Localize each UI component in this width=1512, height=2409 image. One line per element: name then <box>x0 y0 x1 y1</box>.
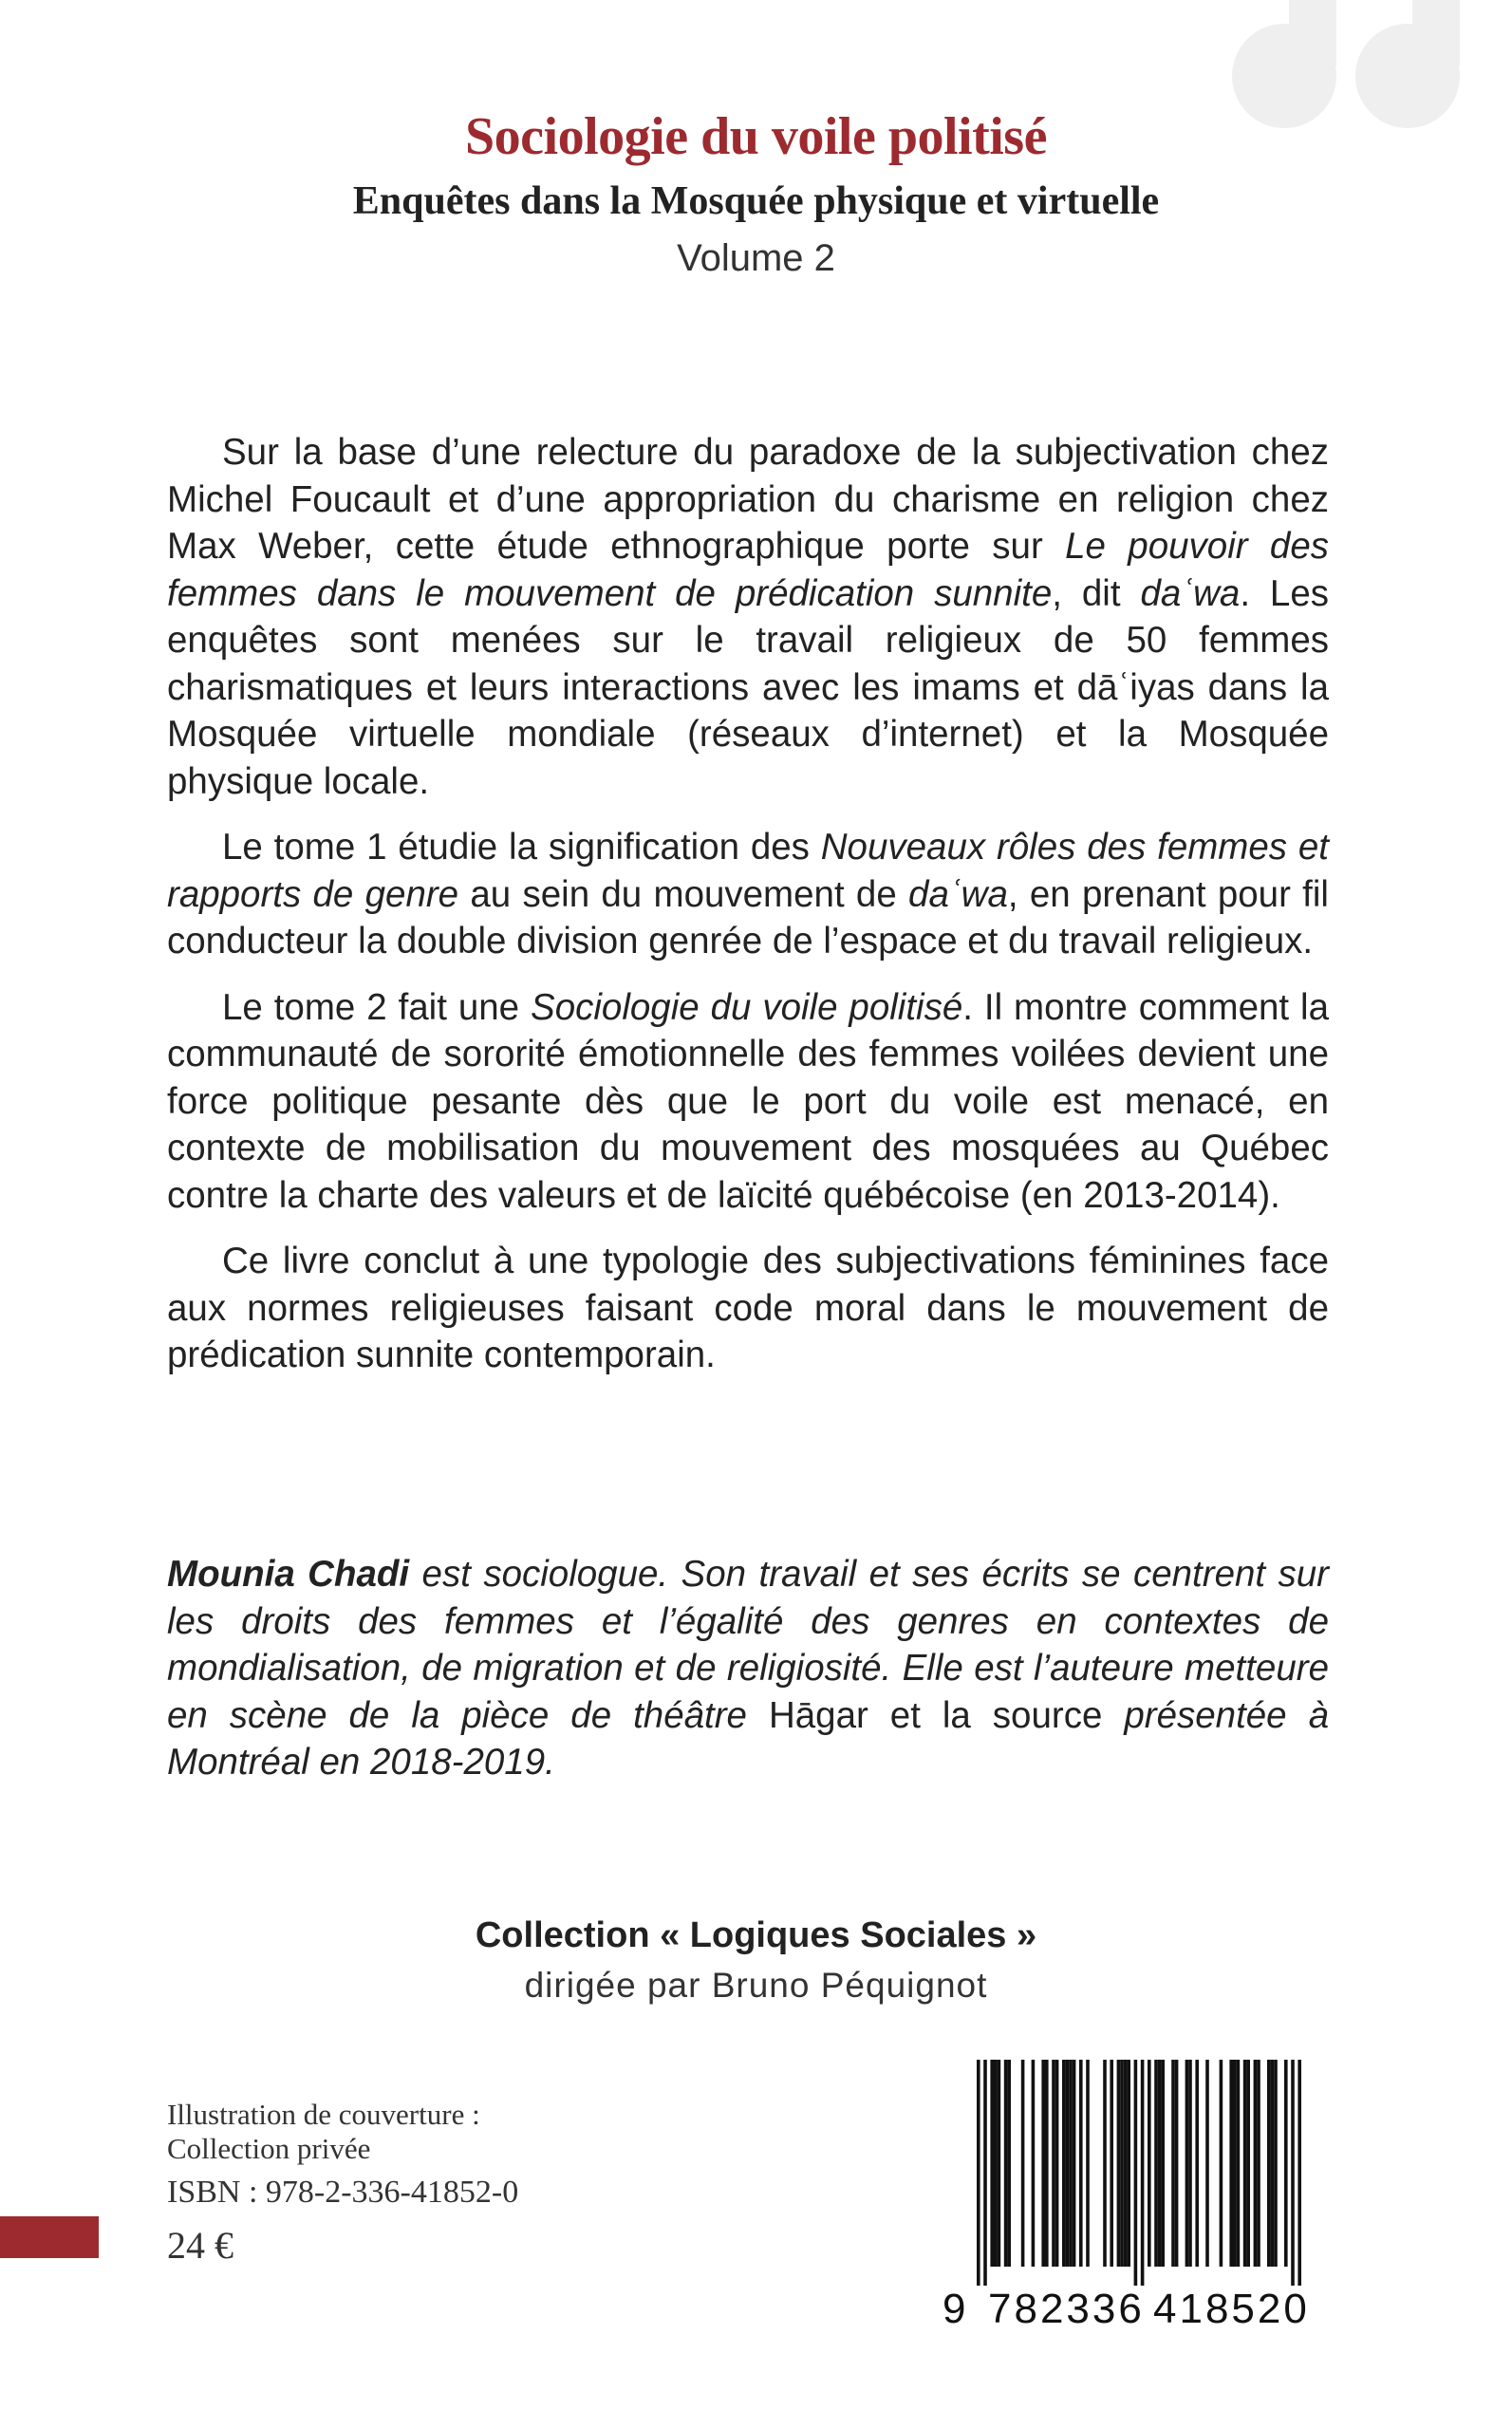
barcode-bar <box>1062 2060 1066 2267</box>
barcode-bar <box>1127 2060 1130 2267</box>
barcode <box>933 2060 1335 2335</box>
collection-info <box>0 1915 1512 2006</box>
barcode-bar <box>1073 2060 1076 2267</box>
barcode-bar <box>1267 2060 1271 2267</box>
text-run: Sur la base d’une relecture du paradoxe de la subjectivation chez Michel Foucault et d’une appropriation du charisme en religion chez Max Weber, cette étude ethnographique porte sur <box>167 432 1329 567</box>
text-run: présentée à Montréal en 2018-2019. <box>167 1694 1329 1783</box>
barcode-bar <box>1237 2060 1241 2267</box>
barcode-bar <box>1117 2060 1121 2267</box>
barcode-bar <box>1257 2060 1260 2267</box>
italic-run: daʿwa <box>1140 572 1241 614</box>
barcode-bar <box>1124 2060 1128 2267</box>
italic-run: Nouveaux rôles des femmes et rapports de genre <box>167 827 1329 915</box>
barcode-bar <box>1254 2060 1258 2267</box>
text-run: . Les enquêtes sont menées sur le travail religieux de 50 femmes charismatiques et leurs interactions avec les imams et dāʿiyas dans la Mosquée virtuelle mondiale (réseaux d’internet) et la Mosquée physique locale. <box>167 572 1329 802</box>
barcode-bar <box>977 2060 980 2286</box>
barcode-bar <box>1086 2060 1090 2267</box>
text-run: au sein du mouvement de <box>458 873 909 915</box>
text-run: , dit <box>1052 572 1141 614</box>
italic-run: daʿwa <box>908 873 1008 915</box>
barcode-bar <box>1055 2060 1059 2267</box>
barcode-bars <box>933 2060 1335 2288</box>
barcode-bar <box>994 2060 998 2267</box>
volume-label: Volume 2 <box>677 237 835 279</box>
book-subtitle: Enquêtes dans la Mosquée physique et virtuelle <box>352 179 1160 223</box>
barcode-bar <box>1291 2060 1295 2286</box>
barcode-bar <box>1134 2060 1138 2286</box>
barcode-bar <box>1148 2060 1151 2267</box>
italic-run: Sociologie du voile politisé <box>531 986 963 1028</box>
barcode-bar <box>1158 2060 1162 2267</box>
summary-text <box>167 429 1329 1398</box>
barcode-bar <box>1233 2060 1237 2267</box>
barcode-bar <box>1229 2060 1233 2267</box>
barcode-bar <box>1195 2060 1199 2267</box>
text-run: . Il montre comment la communauté de sororité émotionnelle des femmes voilées devient une force politique pesante dès que le port du voile est menacé, en contexte de mobilisation du mouvement des mosquées au Québec contre la charte des valeurs et de laïcité québécoise (en 2013-2014). <box>167 986 1329 1216</box>
summary-paragraph-1 <box>167 429 1329 805</box>
barcode-bar <box>990 2060 994 2267</box>
barcode-bar <box>1032 2060 1036 2267</box>
summary-paragraph-3 <box>167 984 1329 1220</box>
barcode-bar <box>1175 2060 1179 2267</box>
barcode-left-digits: 782336 <box>988 2286 1145 2332</box>
summary-paragraph-4: Ce livre conclut à une typologie des subjectivations féminines face aux normes religieuses faisant code moral dans le mouvement de prédication sunnite contemporain. <box>167 1241 1329 1375</box>
price: 24 € <box>167 2224 233 2267</box>
barcode-bar <box>1297 2060 1301 2286</box>
credits <box>167 2098 519 2267</box>
barcode-bar <box>1161 2060 1165 2267</box>
accent-bar <box>0 2216 99 2258</box>
illustration-label: Illustration de couverture : <box>167 2098 480 2131</box>
barcode-bar <box>1069 2060 1073 2267</box>
barcode-bar <box>1205 2060 1209 2267</box>
barcode-bar <box>1284 2060 1288 2267</box>
barcode-bar <box>1141 2060 1145 2286</box>
author-name: Mounia Chadi <box>167 1554 410 1595</box>
barcode-bar <box>1120 2060 1124 2267</box>
barcode-first-digit: 9 <box>943 2286 966 2332</box>
barcode-bar <box>983 2060 987 2286</box>
barcode-bar <box>998 2060 1001 2267</box>
play-title: Hāgar et la source <box>768 1694 1103 1736</box>
header <box>0 106 1512 280</box>
isbn: ISBN : 978-2-336-41852-0 <box>167 2175 519 2210</box>
barcode-bar <box>1185 2060 1189 2267</box>
italic-run: Le pouvoir des femmes dans le mouvement de prédication sunnite <box>167 526 1329 614</box>
summary-paragraph-2 <box>167 824 1329 965</box>
barcode-bar <box>1274 2060 1278 2267</box>
text-run: Le tome 1 étudie la signification des <box>222 827 821 868</box>
barcode-bar <box>1066 2060 1070 2267</box>
text-run: est sociologue. Son travail et ses écrits se centrent sur les droits des femmes et l’égalité des genres en contextes de mondialisation, de migration et de religiosité. Elle est l’auteure metteure en scène de la pièce de théâtre <box>167 1554 1329 1736</box>
collection-title: Collection « Logiques Sociales » <box>475 1915 1037 1955</box>
barcode-bar <box>1220 2060 1223 2267</box>
barcode-bar <box>1246 2060 1250 2267</box>
barcode-bar <box>1004 2060 1008 2267</box>
barcode-bar <box>1045 2060 1049 2267</box>
barcode-right-digits: 418520 <box>1153 2286 1310 2332</box>
barcode-bar <box>1007 2060 1011 2267</box>
barcode-bar <box>1052 2060 1055 2267</box>
book-title: Sociologie du voile politisé <box>465 107 1047 166</box>
illustration-value: Collection privée <box>167 2132 371 2165</box>
barcode-bar <box>1103 2060 1107 2267</box>
barcode-bar <box>1154 2060 1158 2267</box>
barcode-bar <box>1243 2060 1247 2267</box>
barcode-bar <box>1110 2060 1113 2267</box>
barcode-bar <box>1188 2060 1192 2267</box>
barcode-bar <box>1271 2060 1275 2267</box>
barcode-bar <box>1079 2060 1083 2267</box>
collection-director: dirigée par Bruno Péquignot <box>524 1966 988 2005</box>
barcode-bar <box>1021 2060 1025 2267</box>
text-run: , en prenant pour fil conducteur la double division genrée de l’espace et du travail religieux. <box>167 873 1329 962</box>
author-bio-paragraph <box>167 1551 1329 1786</box>
text-run: Le tome 2 fait une <box>222 986 532 1028</box>
barcode-bar <box>1171 2060 1175 2267</box>
barcode-bar <box>1041 2060 1045 2267</box>
author-bio <box>167 1551 1329 1786</box>
